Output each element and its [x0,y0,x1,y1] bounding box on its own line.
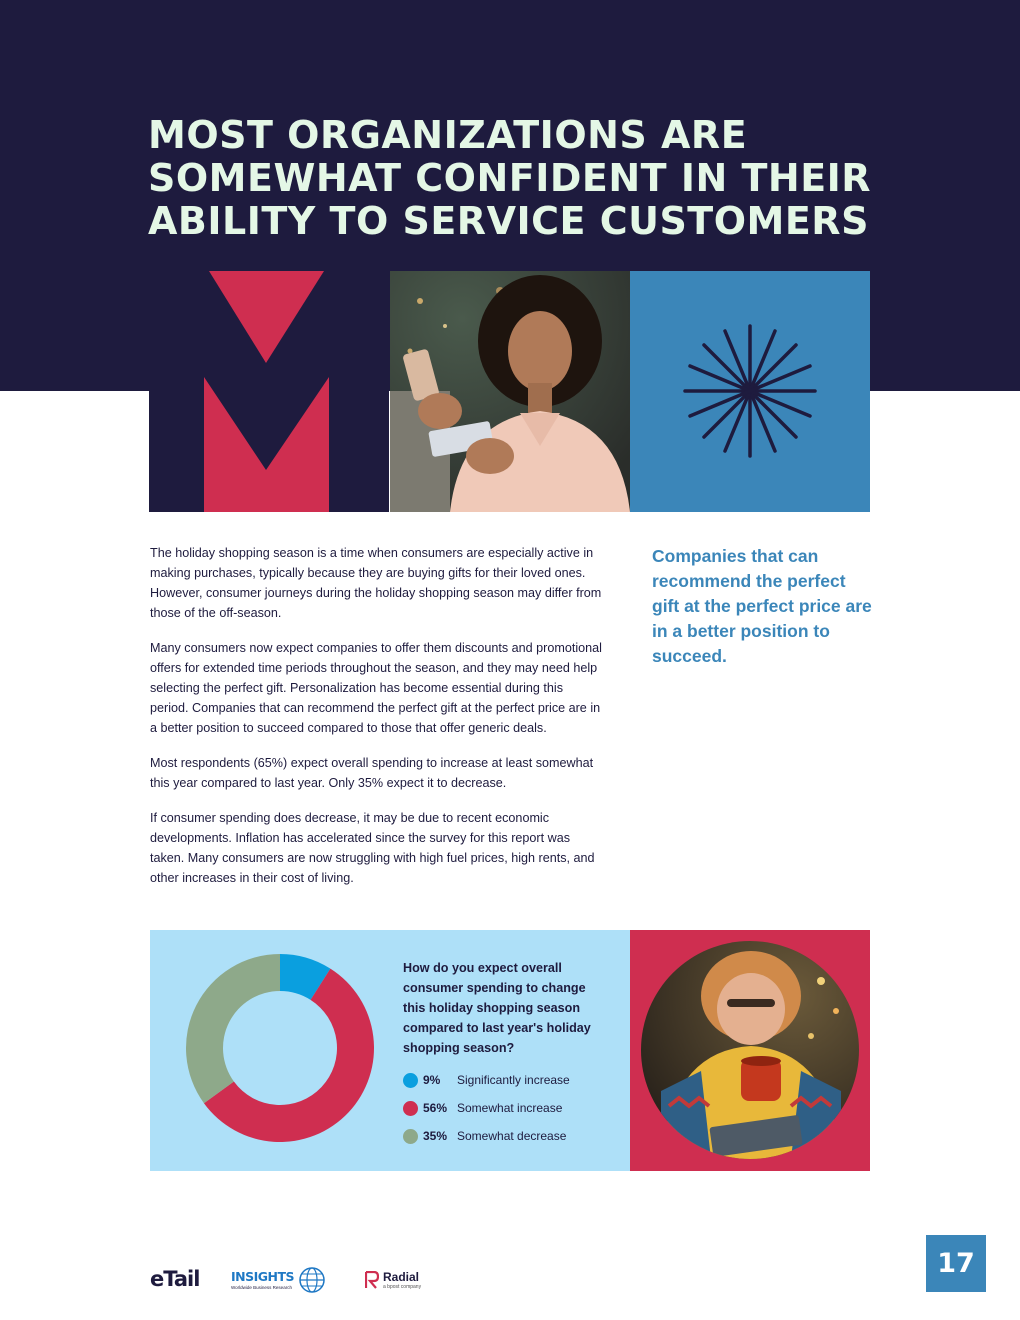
insights-logo [231,1269,294,1290]
chart-title: How do you expect overall consumer spending to change this holiday shopping season compared to last year's holiday shopping season? [403,961,591,1055]
etail-logo: eTail [150,1267,200,1291]
page-title: MOST ORGANIZATIONS ARE SOMEWHAT CONFIDENT IN THEIR ABILITY TO SERVICE CUSTOMERS [148,113,872,243]
decorative-triangles [149,271,389,512]
legend-label: Somewhat decrease [457,1129,567,1143]
legend-value: 35% [423,1129,448,1143]
pullquote: Companies that can recommend the perfect gift at the perfect price are in a better position to succeed. [652,546,872,666]
legend-swatch [403,1073,418,1088]
insights-wordmark: INSIGHTS [231,1269,295,1284]
legend-value: 9% [423,1073,441,1087]
radial-mark-icon [365,1271,379,1289]
radial-wordmark: Radial [383,1270,420,1284]
legend-swatch [403,1101,418,1116]
page-number: 17 [926,1235,986,1292]
donut-slice-somewhat-decrease [186,954,280,1103]
chart-panel [150,930,630,1171]
globe-icon [298,1266,326,1294]
legend-item [403,1122,623,1150]
legend-value: 56% [423,1101,448,1115]
chart-legend [403,1066,623,1150]
legend-item [403,1066,623,1094]
radial-tagline: a bpost company [383,1284,422,1290]
starburst-panel [630,271,870,512]
legend-swatch [403,1129,418,1144]
footer-logos [150,1266,450,1300]
woman-shopping-photo [390,271,630,512]
insights-tagline: Worldwide Business Research [231,1285,292,1290]
paragraph: Most respondents (65%) expect overall spending to increase at least somewhat this year compared to last year. Only 35% expect it to decrease. [150,756,594,790]
paragraph: The holiday shopping season is a time when consumers are especially active in making purchases, typically because they are buying gifts for their loved ones. However, consumer journeys during the holiday shopping season may differ from those of the off-season. [150,546,602,620]
paragraph: Many consumers now expect companies to offer them discounts and promotional offers for extended time periods throughout the season, and they may need help selecting the perfect gift. Personalization has become essential during this period. Companies that can recommend the perfect gift at the perfect price are in a better position to succeed compared to those that offer generic deals. [150,641,602,735]
woman-with-mug-photo [641,941,859,1159]
radial-logo [365,1270,421,1290]
starburst-icon [630,271,870,512]
legend-item [403,1094,623,1122]
legend-label: Significantly increase [457,1073,570,1087]
body-text [150,543,605,903]
donut-chart [180,948,380,1148]
paragraph: If consumer spending does decrease, it may be due to recent economic developments. Inflation has accelerated since the survey for this report was taken. Many consumers are now struggling with high fuel prices, high rents, and other increases in their cost of living. [150,811,595,885]
legend-label: Somewhat increase [457,1101,563,1115]
tablet-photo-panel [630,930,870,1171]
